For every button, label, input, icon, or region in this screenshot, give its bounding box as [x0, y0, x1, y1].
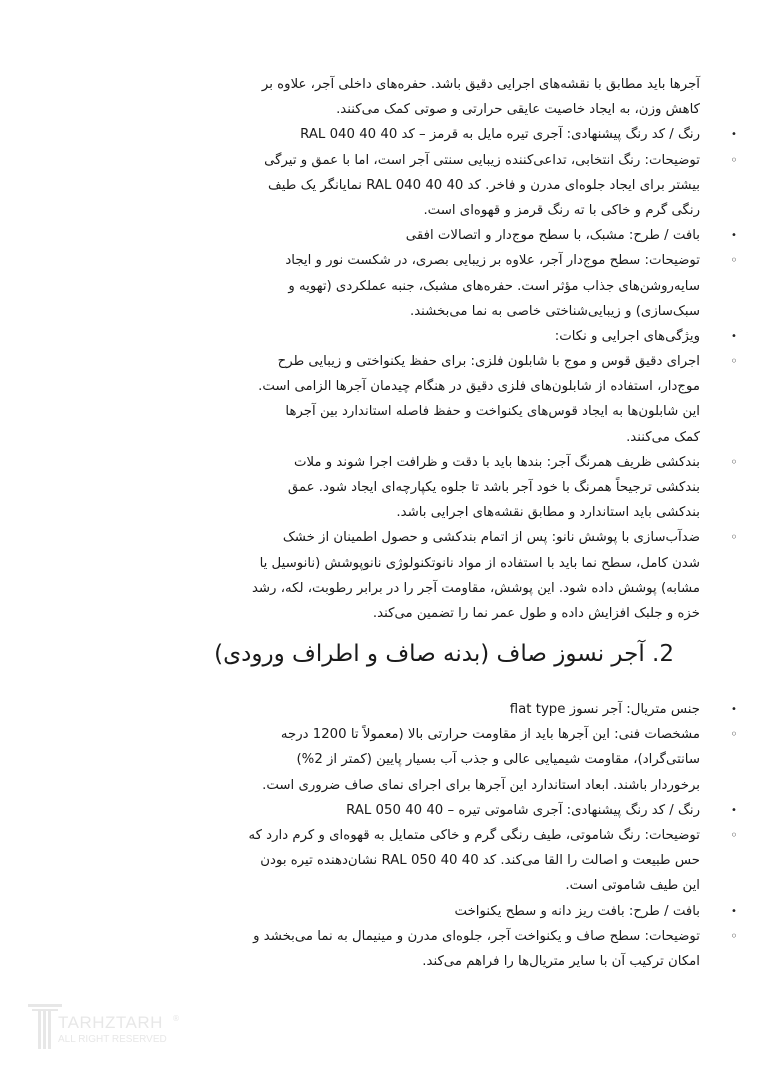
section-2-body — [200, 697, 700, 974]
list-item-text-line: بیشتر برای ایجاد جلوه‌ای مدرن و فاخر. کد 40 40 040 RAL نمایانگر یک طیف — [268, 177, 700, 193]
bullet-circle-icon — [728, 525, 740, 551]
list-item — [200, 122, 700, 147]
list-item-text-line: برخوردار باشند. ابعاد استاندارد این آجرها برای اجرای نمای صاف ضروری است. — [262, 777, 700, 793]
bullet-disc-icon — [728, 899, 740, 924]
list-item-text-line: حس طبیعت و اصالت را القا می‌کند. کد 40 40 050 RAL نشان‌دهنده تیره بودن — [260, 853, 700, 869]
intro-text-line: کاهش وزن، به ایجاد خاصیت عایقی حرارتی و صوتی کمک می‌کنند. — [336, 102, 700, 118]
list-item — [200, 349, 700, 450]
bullet-disc-icon — [728, 223, 740, 248]
list-item-text-line: سبک‌سازی) و زیبایی‌شناختی خاصی به نما می‌بخشند. — [409, 303, 700, 319]
list-item-text-line: شدن کامل، سطح نما باید با استفاده از مواد نانوتکنولوژی نانوپوشش (نانوسیل یا — [259, 555, 700, 571]
list-item — [200, 722, 700, 798]
list-item-text-line: بندکشی باید استاندارد و مطابق نقشه‌های اجرایی باشد. — [396, 505, 700, 521]
list-item — [200, 525, 700, 626]
list-item — [200, 248, 700, 324]
registered-mark: ® — [172, 1014, 180, 1023]
list-item-text-line: بافت / طرح: بافت ریز دانه و سطح یکنواخت — [454, 903, 700, 919]
list-item-text-line: سانتی‌گراد)، مقاومت شیمیایی عالی و جذب آب بسیار پایین (کمتر از 2%) — [296, 752, 700, 768]
intro-text-line: آجرها باید مطابق با نقشه‌های اجرایی دقیق باشد. حفره‌های داخلی آجر، علاوه بر — [261, 77, 700, 92]
list-item-text-line: ضدآب‌سازی با پوشش نانو: پس از اتمام بندکشی و حصول اطمینان از خشک — [282, 530, 700, 546]
list-item — [200, 924, 700, 974]
column-logo-icon — [28, 1002, 62, 1052]
list-item-text-line: رنگی گرم و خاکی با ته رنگ قرمز و قهوه‌ای است. — [423, 202, 700, 218]
tarhztarh-watermark — [28, 1000, 188, 1055]
list-item-text-line: مشخصات فنی: این آجرها باید از مقاومت حرارتی بالا (معمولاً تا 1200 درجه — [280, 727, 700, 743]
list-item-text-line: مشابه) پوشش داده شود. این پوشش، مقاومت آجر را در برابر رطوبت، لکه، رشد — [251, 580, 700, 596]
list-item — [200, 450, 700, 526]
list-item-text-line: کمک می‌کنند. — [626, 429, 700, 445]
list-item-text-line: توضیحات: سطح موج‌دار آجر، علاوه بر زیبایی بصری، در شکست نور و ایجاد — [285, 253, 700, 269]
list-item-text-line: بندکشی ظریف همرنگ آجر: بندها باید با دقت و ظرافت اجرا شوند و ملات — [293, 454, 700, 470]
bullet-disc-icon — [728, 798, 740, 823]
list-item-text-line: امکان ترکیب آن با سایر متریال‌ها را فراهم می‌کند. — [422, 953, 700, 969]
list-item-text-line: خزه و جلبک افزایش داده و طول عمر نما را تضمین می‌کند. — [372, 605, 700, 621]
bullet-circle-icon — [728, 924, 740, 950]
list-item-text-line: توضیحات: رنگ شاموتی، طیف رنگی گرم و خاکی متمایل به قهوه‌ای و کرم دارد که — [248, 827, 700, 843]
list-item — [200, 324, 700, 349]
list-item-text-line: بندکشی ترجیحاً همرنگ با خود آجر باشد تا جلوه یکپارچه‌ای ایجاد شود. عمق — [287, 480, 700, 495]
bullet-circle-icon — [728, 450, 740, 476]
watermark-brand: TARHZTARH — [58, 1013, 163, 1032]
list-item-text-line: رنگ / کد رنگ پیشنهادی: آجری شاموتی تیره – 40 40 050 RAL — [346, 802, 700, 818]
list-item — [200, 697, 700, 722]
list-item-text-line: رنگ / کد رنگ پیشنهادی: آجری تیره مایل به قرمز – کد 40 40 040 RAL — [300, 127, 700, 143]
bullet-disc-icon — [728, 122, 740, 147]
list-item — [200, 148, 700, 224]
list-item-text-line: بافت / طرح: مشبک، با سطح موج‌دار و اتصالات افقی — [405, 228, 700, 244]
section-1-body — [200, 72, 700, 626]
list-item-text-line: اجرای دقیق قوس و موج با شابلون فلزی: برای حفظ یکنواختی و زیبایی طرح — [277, 354, 700, 370]
watermark-tagline: ALL RIGHT RESERVED — [58, 1034, 167, 1045]
list-item-text-line: توضیحات: سطح صاف و یکنواخت آجر، جلوه‌ای مدرن و مینیمال به نما می‌بخشد و — [253, 928, 700, 944]
section-2-heading: 2. آجر نسوز صاف (بدنه صاف و اطراف ورودی) — [214, 641, 674, 667]
list-item-text-line: توضیحات: رنگ انتخابی، تداعی‌کننده زیبایی سنتی آجر است، اما با عمق و تیرگی — [264, 152, 700, 168]
list-item — [200, 823, 700, 899]
list-item — [200, 899, 700, 924]
bullet-circle-icon — [728, 349, 740, 375]
list-item-text-line: این طیف شاموتی است. — [565, 878, 700, 894]
bullet-circle-icon — [728, 823, 740, 849]
list-item-text-line: این شابلون‌ها به ایجاد قوس‌های یکنواخت و حفظ فاصله استاندارد بین آجرها — [285, 404, 700, 420]
bullet-circle-icon — [728, 722, 740, 748]
list-item-text-line: موج‌دار، استفاده از شابلون‌های فلزی دقیق در هنگام چیدمان آجرها الزامی است. — [258, 379, 700, 395]
list-item-text-line: جنس متریال: آجر نسوز flat type — [509, 702, 700, 717]
bullet-circle-icon — [728, 148, 740, 174]
bullet-disc-icon — [728, 324, 740, 349]
bullet-disc-icon — [728, 697, 740, 722]
list-item-text-line: سایه‌روشن‌های جذاب مؤثر است. حفره‌های مشبک، جنبه عملکردی (تهویه و — [288, 278, 700, 294]
bullet-circle-icon — [728, 248, 740, 274]
list-item — [200, 223, 700, 248]
list-item-text-line: ویژگی‌های اجرایی و نکات: — [554, 328, 700, 344]
list-item — [200, 798, 700, 823]
